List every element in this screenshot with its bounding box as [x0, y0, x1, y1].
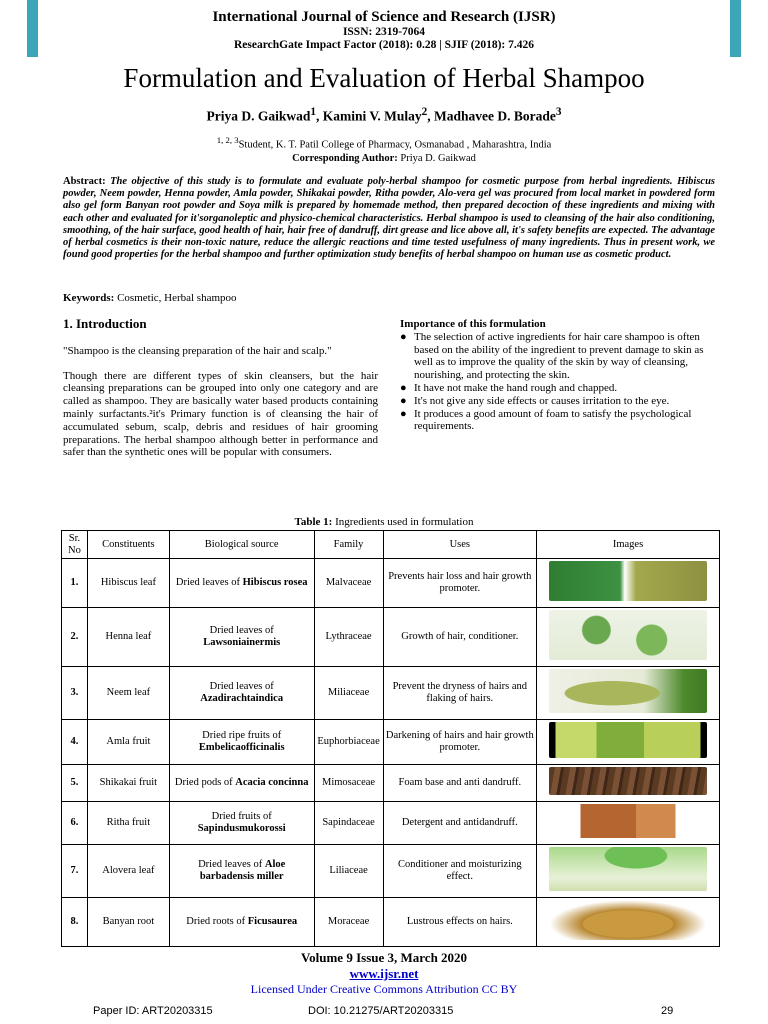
cell-family: Sapindaceae: [314, 802, 383, 845]
cell-uses: Darkening of hairs and hair growth promoter.: [383, 720, 537, 765]
cell-sr-no: 4.: [62, 720, 88, 765]
cell-sr-no: 7.: [62, 845, 88, 898]
cell-image: [537, 802, 720, 845]
cell-image: [537, 898, 720, 947]
importance-item: [400, 407, 718, 434]
source-species: Aloe barbadensis miller: [199, 859, 286, 882]
footer-license-link[interactable]: Licensed Under Creative Commons Attribution CC BY: [250, 982, 518, 996]
importance-item-text: It's not give any side effects or causes irritation to the eye.: [414, 394, 670, 407]
bullet-icon: ●: [400, 407, 407, 420]
table-row: [62, 608, 720, 667]
cell-constituent: Ritha fruit: [87, 802, 169, 845]
header-sr-no: Sr. No: [62, 531, 88, 559]
journal-impact-factor: ResearchGate Impact Factor (2018): 0.28 | SJIF (2018): 7.426: [234, 39, 534, 51]
source-species: Sapindusmukorossi: [197, 823, 286, 834]
cell-image: [537, 765, 720, 802]
source-species: Embelicaofficinalis: [198, 742, 285, 753]
journal-issn: ISSN: 2319-7064: [342, 26, 426, 38]
source-prefix: Dried ripe fruits of: [202, 730, 282, 741]
cell-sr-no: 1.: [62, 559, 88, 608]
source-species: Acacia concinna: [235, 777, 309, 788]
footer-doi: DOI: 10.21275/ART20203315: [308, 1005, 454, 1017]
importance-heading: Importance of this formulation: [400, 318, 546, 330]
author-sup: 3: [555, 106, 562, 118]
ingredients-table: [61, 530, 720, 947]
source-prefix: Dried leaves of: [175, 577, 241, 588]
cell-family: Malvaceae: [314, 559, 383, 608]
cell-family: Mimosaceae: [314, 765, 383, 802]
footer-paper-id: Paper ID: ART20203315: [93, 1005, 213, 1017]
table-row: [62, 802, 720, 845]
importance-list: [400, 331, 718, 433]
table-caption-text: Ingredients used in formulation: [335, 516, 474, 528]
footer-page-number: 29: [661, 1005, 674, 1017]
author-sup: 2: [421, 106, 428, 118]
corresponding-name: Priya D. Gaikwad: [400, 152, 476, 164]
cell-biological-source: [169, 559, 314, 608]
author-name: Priya D. Gaikwad: [206, 108, 311, 124]
cell-uses: Detergent and antidandruff.: [383, 802, 537, 845]
importance-item: [400, 330, 718, 382]
journal-name: International Journal of Science and Research (IJSR): [212, 9, 556, 25]
table-caption: [0, 516, 768, 528]
keywords-label: Keywords:: [63, 292, 115, 304]
cell-uses: Conditioner and moisturizing effect.: [383, 845, 537, 898]
table-row: [62, 765, 720, 802]
cell-biological-source: [169, 765, 314, 802]
banyan-root-image: [549, 900, 707, 940]
source-species: Lawsoniainermis: [203, 637, 281, 648]
table-row: [62, 845, 720, 898]
cell-sr-no: 5.: [62, 765, 88, 802]
cell-image: [537, 608, 720, 667]
paper-title: Formulation and Evaluation of Herbal Shampoo: [123, 63, 645, 93]
amla-fruit-image: [549, 722, 707, 758]
table-header-row: [62, 531, 720, 559]
introduction-heading: 1. Introduction: [63, 316, 147, 331]
cell-constituent: Alovera leaf: [87, 845, 169, 898]
importance-item-text: It have not make the hand rough and chapped.: [414, 381, 618, 394]
introduction-quote: "Shampoo is the cleansing preparation of the hair and scalp.": [63, 344, 332, 357]
header-uses: Uses: [383, 531, 537, 559]
abstract-label: Abstract:: [63, 176, 106, 187]
journal-header: [0, 8, 768, 52]
importance-item-text: It produces a good amount of foam to satisfy the psychological requirements.: [414, 407, 692, 433]
author-sup: 1: [310, 106, 316, 118]
header-family: Family: [314, 531, 383, 559]
cell-constituent: Neem leaf: [87, 667, 169, 720]
cell-constituent: Amla fruit: [87, 720, 169, 765]
source-prefix: Dried leaves of: [209, 681, 274, 692]
cell-uses: Prevents hair loss and hair growth promoter.: [383, 559, 537, 608]
header-biological-source: Biological source: [169, 531, 314, 559]
cell-image: [537, 845, 720, 898]
cell-family: Lythraceae: [314, 608, 383, 667]
ritha-fruit-image: [549, 804, 707, 838]
cell-family: Euphorbiaceae: [314, 720, 383, 765]
author-name: Kamini V. Mulay: [322, 108, 422, 124]
table-row: [62, 559, 720, 608]
cell-uses: Prevent the dryness of hairs and flaking of hairs.: [383, 667, 537, 720]
cell-sr-no: 2.: [62, 608, 88, 667]
cell-image: [537, 720, 720, 765]
table-row: [62, 720, 720, 765]
cell-biological-source: [169, 608, 314, 667]
table-caption-label: Table 1:: [294, 516, 333, 528]
importance-section: [400, 318, 718, 433]
cell-sr-no: 6.: [62, 802, 88, 845]
cell-constituent: Banyan root: [87, 898, 169, 947]
cell-image: [537, 559, 720, 608]
introduction-paragraph: Though there are different types of skin cleansers, but the hair cleansing preparations can be grouped into only one category and are called as shampoo. They are basically water based products containing mainly surfactants.²it's Primary function is of cleansing the hair of accumulated sebum, scalp, debris and residues of hair grooming preparations. The herbal shampoo although better in performance and safer than the synthetic ones will be popular with consumers.: [63, 369, 378, 459]
source-species: Azadirachtaindica: [200, 693, 284, 704]
cell-biological-source: [169, 802, 314, 845]
cell-family: Moraceae: [314, 898, 383, 947]
cell-uses: Lustrous effects on hairs.: [383, 898, 537, 947]
keywords-text: Cosmetic, Herbal shampoo: [117, 292, 237, 304]
cell-family: Miliaceae: [314, 667, 383, 720]
cell-image: [537, 667, 720, 720]
abstract-text: The objective of this study is to formulate and evaluate poly-herbal shampoo for cosmetic purpose from herbal ingredients. Hibiscus powder, Neem powder, Henna powder, Amla powder, Shikakai powder, Ritha powder, Alo-vera gel was procured from local market in powdered form also gel form Banyan root powder and Soya milk is prepared by homemade method, then prepared decoction of these ingredients and mixing with each other and evaluated for it'sorganoleptic and physico-chemical characteristics. Herbal shampoo is used to cleansing of the hair also conditioning, smoothing, of the hair surface, good health of hair, hair free of dandruff, dirt grease and lice above all, it's safety benefits are expected. The advantage of herbal cosmetics is their non-toxic nature, reduce the allergic reactions and time tested usefulness of many ingredients. Thus in present work, we found good properties for the herbal shampoo and further optimization study benefits of herbal shampoo on human use as cosmetic product.: [63, 176, 716, 261]
footer-volume: Volume 9 Issue 3, March 2020: [300, 950, 468, 965]
affiliation: [0, 134, 768, 165]
introduction-section: [63, 318, 378, 471]
affiliation-text: Student, K. T. Patil College of Pharmacy, Osmanabad , Maharashtra, India: [238, 139, 552, 151]
importance-item: [400, 394, 718, 408]
shikakai-fruit-image: [549, 767, 707, 795]
abstract: [63, 176, 715, 261]
henna-leaf-image: [549, 610, 707, 660]
table-row: [62, 898, 720, 947]
source-prefix: Dried pods of: [174, 777, 233, 788]
source-prefix: Dried roots of: [186, 916, 246, 927]
header-images: Images: [537, 531, 720, 559]
importance-item: [400, 381, 718, 395]
cell-biological-source: [169, 845, 314, 898]
cell-constituent: Henna leaf: [87, 608, 169, 667]
cell-uses: Foam base and anti dandruff.: [383, 765, 537, 802]
cell-constituent: Shikakai fruit: [87, 765, 169, 802]
cell-biological-source: [169, 720, 314, 765]
neem-leaf-image: [549, 669, 707, 713]
hibiscus-leaf-image: [549, 561, 707, 601]
page-footer: [0, 950, 768, 997]
author-name: Madhavee D. Borade: [434, 108, 556, 124]
corresponding-label: Corresponding Author:: [292, 152, 398, 164]
alovera-leaf-image: [549, 847, 707, 891]
source-species: Ficusaurea: [247, 916, 298, 927]
source-prefix: Dried fruits of: [211, 811, 272, 822]
keywords: [63, 292, 237, 304]
source-prefix: Dried leaves of: [198, 859, 263, 870]
bullet-icon: ●: [400, 394, 407, 407]
table-row: [62, 667, 720, 720]
importance-item-text: The selection of active ingredients for hair care shampoo is often based on the ability of the ingredient to prevent damage to skin as well as to improve the quality of the skin by way of cleansing, nourishing, and protecting the skin.: [414, 330, 704, 382]
bullet-icon: ●: [400, 330, 407, 343]
affiliation-sup: 1, 2, 3: [216, 135, 239, 145]
header-constituents: Constituents: [87, 531, 169, 559]
cell-uses: Growth of hair, conditioner.: [383, 608, 537, 667]
footer-site-link[interactable]: www.ijsr.net: [349, 966, 419, 981]
author-list: Priya D. Gaikwad$^1$, Kamini V. Mulay$^2$, Madhavee D. Borade$^3$: [206, 106, 562, 124]
source-species: Hibiscus rosea: [242, 577, 308, 588]
cell-sr-no: 3.: [62, 667, 88, 720]
cell-biological-source: [169, 898, 314, 947]
cell-sr-no: 8.: [62, 898, 88, 947]
source-prefix: Dried leaves of: [209, 625, 274, 636]
bullet-icon: ●: [400, 381, 407, 394]
cell-constituent: Hibiscus leaf: [87, 559, 169, 608]
cell-biological-source: [169, 667, 314, 720]
cell-family: Liliaceae: [314, 845, 383, 898]
